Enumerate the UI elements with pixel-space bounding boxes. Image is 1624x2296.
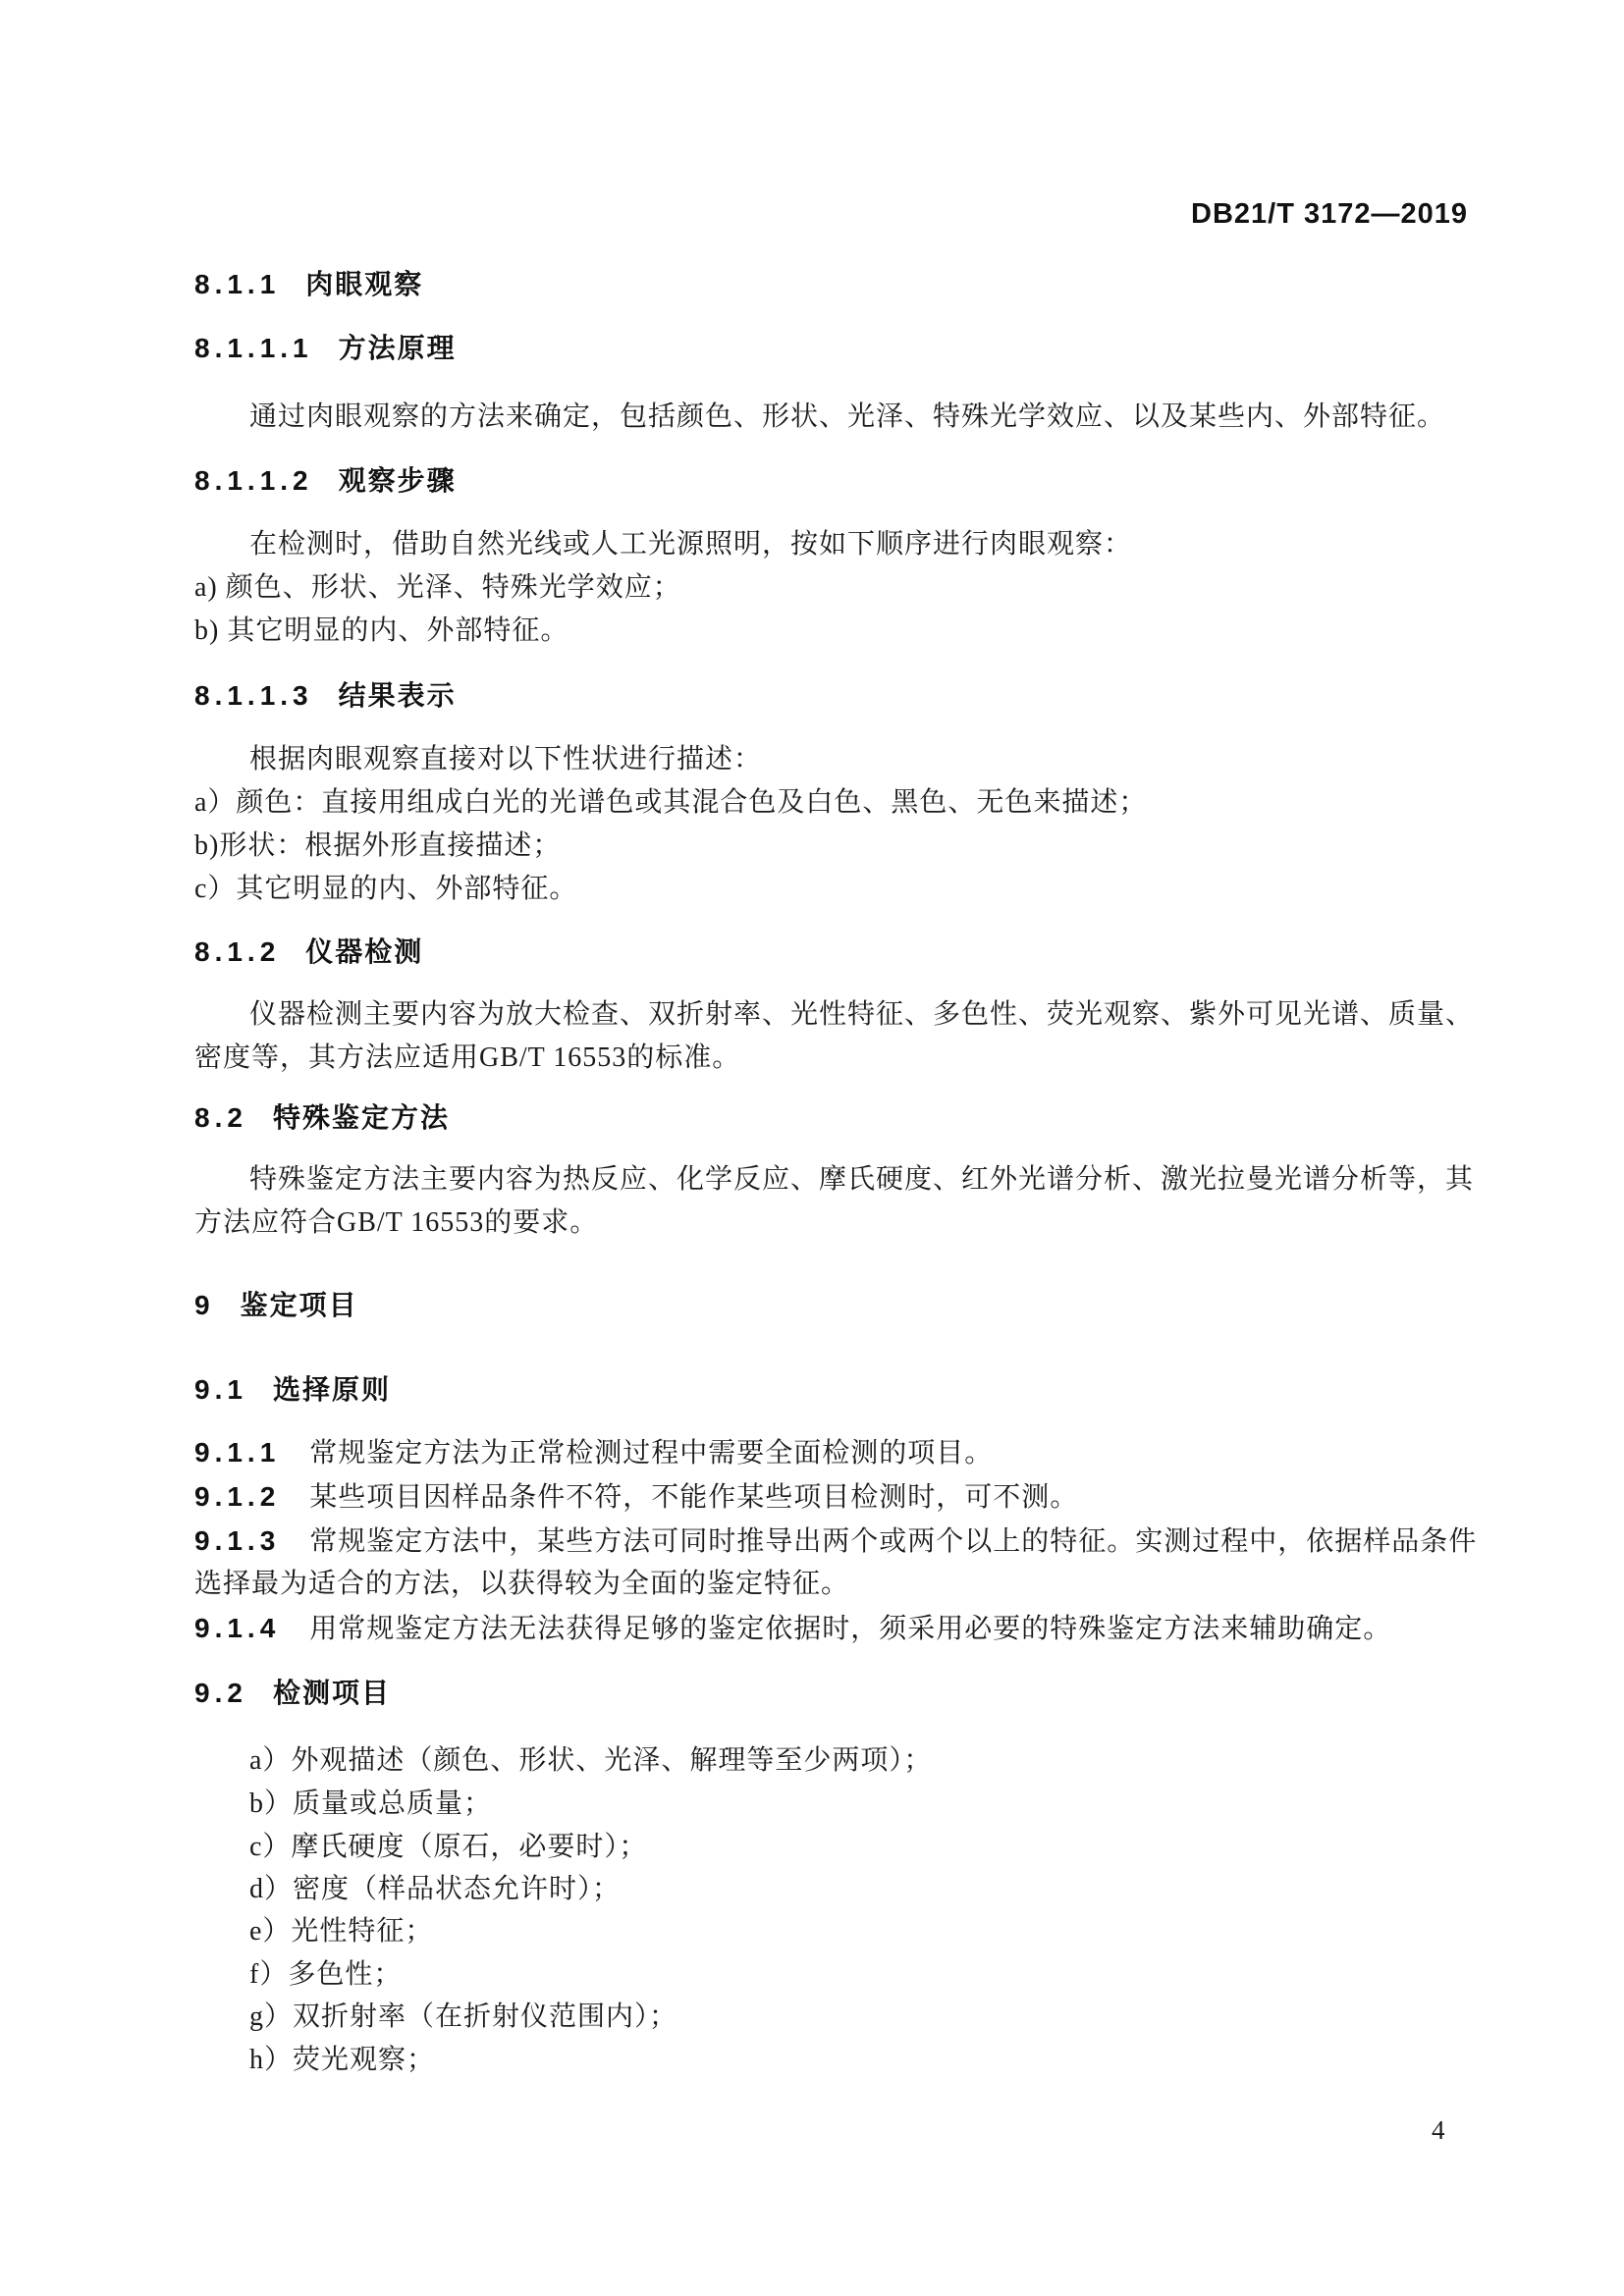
- clause-number: 9.1.4: [194, 1613, 281, 1643]
- paragraph-result-expression: [194, 738, 1147, 911]
- section-heading-8-1-2: [194, 931, 423, 974]
- clause-9-1-3: [194, 1520, 1477, 1564]
- clause-9-1-4: [194, 1607, 1391, 1651]
- section-title: 鉴定项目: [240, 1290, 358, 1320]
- paragraph-line: 方法应符合GB/T 16553的要求。: [194, 1207, 599, 1238]
- list-item-f: f）多色性；: [249, 1959, 403, 1990]
- section-heading-9-2: [194, 1672, 391, 1715]
- section-title: 观察步骤: [338, 465, 457, 496]
- clause-9-1-1: [194, 1431, 993, 1475]
- clause-text: 常规鉴定方法为正常检测过程中需要全面检测的项目。: [309, 1438, 994, 1468]
- section-number: 8.1.1.3: [194, 680, 313, 711]
- section-number: 8.1.2: [194, 936, 281, 967]
- clause-9-1-2: [194, 1475, 1078, 1520]
- section-heading-8-1-1-1: [194, 327, 457, 370]
- paragraph-line: 仪器检测主要内容为放大检查、双折射率、光性特征、多色性、荧光观察、紫外可见光谱、质量、: [249, 999, 1475, 1030]
- list-item-a: a）外观描述（颜色、形状、光泽、解理等至少两项）；: [249, 1745, 933, 1776]
- section-heading-9-1: [194, 1368, 391, 1412]
- section-heading-8-1-1-3: [194, 674, 457, 718]
- page-number: 4: [1432, 2115, 1446, 2145]
- paragraph-instrument-testing: [194, 993, 1474, 1080]
- clause-text: 用常规鉴定方法无法获得足够的鉴定依据时，须采用必要的特殊鉴定方法来辅助确定。: [309, 1614, 1392, 1644]
- section-title: 方法原理: [338, 333, 457, 363]
- list-item-d: d）密度（样品状态允许时）；: [249, 1874, 622, 1904]
- section-heading-8-1-1: [194, 263, 423, 306]
- section-heading-9: [194, 1284, 358, 1327]
- section-heading-8-1-1-2: [194, 459, 457, 503]
- section-number: 9.2: [194, 1678, 247, 1708]
- clause-9-1-3-continuation: 选择最为适合的方法，以获得较为全面的鉴定特征。: [194, 1569, 850, 1599]
- paragraph-method-principle: 通过肉眼观察的方法来确定，包括颜色、形状、光泽、特殊光学效应、以及某些内、外部特征。: [249, 401, 1446, 432]
- clause-text: 某些项目因样品条件不符，不能作某些项目检测时，可不测。: [309, 1482, 1079, 1513]
- section-title: 特殊鉴定方法: [272, 1102, 450, 1133]
- list-item-a: a）颜色：直接用组成白光的光谱色或其混合色及白色、黑色、无色来描述；: [194, 787, 1148, 818]
- list-item-e: e）光性特征；: [249, 1916, 434, 1947]
- list-item-b: b）质量或总质量；: [249, 1789, 493, 1819]
- paragraph-line: 密度等，其方法应适用GB/T 16553的标准。: [194, 1042, 741, 1073]
- section-number: 8.1.1.1: [194, 333, 313, 363]
- list-item-a: a) 颜色、形状、光泽、特殊光学效应；: [194, 572, 681, 603]
- section-title: 肉眼观察: [305, 269, 424, 299]
- standard-code-header: DB21/T 3172—2019: [1191, 198, 1468, 230]
- list-item-g: g）双折射率（在折射仪范围内）；: [249, 2002, 678, 2032]
- clause-number: 9.1.3: [194, 1525, 281, 1556]
- paragraph-observation-steps: [194, 523, 1132, 653]
- section-title: 仪器检测: [305, 936, 424, 967]
- section-number: 8.2: [194, 1102, 247, 1133]
- section-heading-8-2: [194, 1096, 450, 1140]
- section-title: 选择原则: [272, 1374, 391, 1405]
- list-item-b: b) 其它明显的内、外部特征。: [194, 615, 569, 646]
- section-number: 9.1: [194, 1374, 247, 1405]
- paragraph-line: 特殊鉴定方法主要内容为热反应、化学反应、摩氏硬度、红外光谱分析、激光拉曼光谱分析等，其: [249, 1164, 1475, 1195]
- paragraph-special-identification: [194, 1158, 1474, 1245]
- paragraph-line: 在检测时，借助自然光线或人工光源照明，按如下顺序进行肉眼观察：: [249, 529, 1133, 560]
- list-item-c: c）其它明显的内、外部特征。: [194, 874, 578, 904]
- clause-number: 9.1.2: [194, 1481, 281, 1512]
- section-title: 检测项目: [272, 1678, 391, 1708]
- section-number: 8.1.1: [194, 269, 281, 299]
- section-number: 9: [194, 1290, 215, 1320]
- section-number: 8.1.1.2: [194, 465, 313, 496]
- clause-number: 9.1.1: [194, 1437, 281, 1468]
- list-item-b: b)形状：根据外形直接描述；: [194, 830, 562, 861]
- list-item-c: c）摩氏硬度（原石，必要时）；: [249, 1832, 648, 1862]
- paragraph-line: 根据肉眼观察直接对以下性状进行描述：: [249, 744, 763, 774]
- clause-text: 常规鉴定方法中，某些方法可同时推导出两个或两个以上的特征。实测过程中，依据样品条件: [309, 1526, 1478, 1557]
- section-title: 结果表示: [338, 680, 457, 711]
- list-item-h: h）荧光观察；: [249, 2045, 436, 2075]
